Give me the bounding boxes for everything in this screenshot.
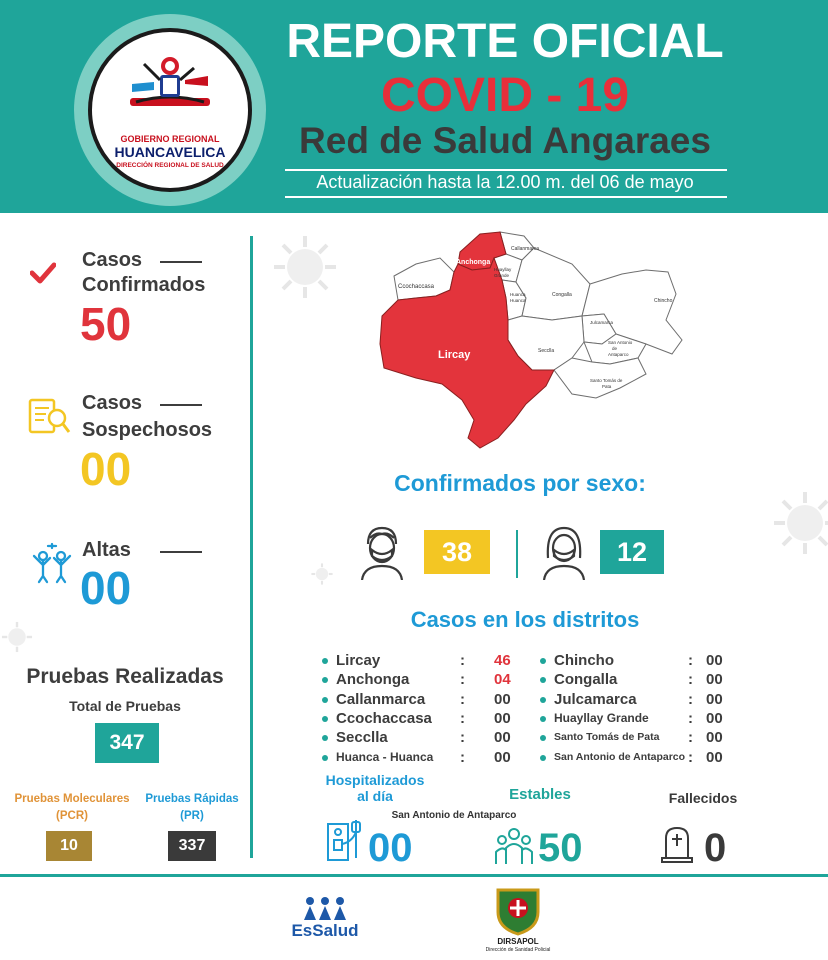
hospitalized-label-sub: al día — [357, 788, 393, 804]
virus-icon — [770, 488, 828, 558]
network-title: Red de Salud Angaraes — [299, 120, 711, 161]
hospitalized-count: 00 — [368, 826, 413, 870]
dirsapol-subtitle: Dirección de Sanidad Policial — [485, 947, 551, 953]
confirmed-count: 50 — [80, 298, 132, 350]
district-name: San Antonio de Antaparco — [554, 750, 686, 763]
map-label-anchonga: Anchonga — [456, 259, 491, 266]
essalud-logo-icon — [302, 896, 348, 920]
update-text: Actualización hasta la 12.00 m. del 06 de mayo — [316, 172, 694, 192]
confirmed-label-1: Casos — [82, 249, 143, 271]
district-row — [322, 670, 534, 689]
separator-colon: : — [460, 709, 465, 727]
dancer-logo-icon — [130, 54, 210, 124]
district-name: Huanca - Huanca — [336, 749, 434, 764]
bullet-dot — [322, 697, 328, 703]
district-value: 00 — [706, 748, 723, 766]
bullet-dot — [540, 697, 546, 703]
covid-title: COVID - 19 — [380, 69, 630, 122]
divider-dash — [160, 404, 202, 406]
district-value: 46 — [494, 652, 511, 669]
svg-text:de: de — [612, 346, 618, 351]
district-row — [322, 728, 534, 747]
stable-label: Estables — [509, 786, 571, 803]
suspected-label-1: Casos — [82, 392, 143, 414]
molecular-label-abbr: (PCR) — [56, 810, 88, 822]
separator-colon: : — [688, 709, 693, 727]
svg-text:Julcamarca: Julcamarca — [590, 320, 614, 325]
svg-text:Callanmarca: Callanmarca — [511, 246, 540, 252]
bullet-dot — [540, 735, 546, 741]
bullet-dot — [322, 716, 328, 722]
district-row — [540, 748, 746, 767]
discharged-count: 00 — [80, 562, 132, 614]
virus-icon — [270, 232, 340, 302]
district-row — [540, 670, 746, 689]
rapid-box: 337 — [168, 831, 216, 861]
rapid-label: Pruebas Rápidas — [145, 793, 239, 805]
bullet-dot — [322, 658, 328, 664]
district-value: 00 — [494, 748, 511, 766]
district-row — [322, 748, 534, 767]
people-celebrating-icon — [30, 542, 74, 586]
bullet-dot — [322, 677, 328, 683]
district-value: 00 — [706, 729, 723, 747]
gobierno-regional-logo — [74, 14, 266, 206]
header-rule-bottom — [285, 196, 727, 198]
dirsapol-shield-icon — [494, 886, 542, 936]
bullet-dot — [540, 677, 546, 683]
dirsapol-name: DIRSAPOL — [497, 937, 539, 946]
deceased-label: Fallecidos — [668, 790, 738, 806]
svg-text:Grande: Grande — [494, 273, 510, 278]
group-people-icon — [494, 826, 534, 866]
hospitalized-location: San Antonio de Antaparco — [391, 810, 517, 821]
district-row — [322, 709, 534, 728]
district-name: Anchonga — [336, 671, 410, 689]
confirmed-label-2: Confirmados — [82, 274, 206, 296]
district-value: 00 — [706, 690, 723, 708]
virus-icon — [0, 620, 34, 654]
female-count-box: 12 — [600, 530, 664, 574]
district-name: Santo Tomás de Pata — [554, 731, 660, 744]
svg-text:Ccochaccasa: Ccochaccasa — [398, 284, 435, 290]
suspected-label-2: Sospechosos — [82, 419, 213, 441]
district-row — [322, 651, 534, 670]
district-value: 00 — [706, 652, 723, 669]
divider-dash — [160, 551, 202, 553]
tests-total-box: 347 — [95, 723, 159, 763]
district-row — [540, 709, 746, 728]
map-label-lircay: Lircay — [438, 349, 471, 361]
tests-total-label: Total de Pruebas — [69, 698, 181, 714]
district-value: 04 — [494, 671, 511, 689]
checkmark-icon — [30, 262, 56, 284]
rapid-label-abbr: (PR) — [180, 810, 204, 822]
district-row — [322, 690, 534, 709]
essalud-name: EsSalud — [291, 921, 359, 940]
logo-line1: GOBIERNO REGIONAL — [120, 134, 220, 144]
separator-colon: : — [688, 729, 693, 747]
districts-title: Casos en los distritos — [410, 607, 640, 632]
male-person-icon — [358, 524, 406, 580]
district-row — [540, 690, 746, 709]
footer-rule — [0, 874, 828, 877]
svg-text:Pata: Pata — [602, 384, 612, 389]
document-search-icon — [26, 396, 72, 438]
district-name: Huayllay Grande — [554, 710, 649, 725]
hospitalized-label: Hospitalizados — [325, 772, 425, 788]
svg-text:Secclla: Secclla — [538, 348, 555, 354]
separator-colon: : — [460, 729, 465, 747]
bullet-dot — [322, 755, 328, 761]
district-name: Secclla — [336, 729, 388, 747]
district-value: 00 — [494, 709, 511, 727]
svg-text:San Antonio: San Antonio — [608, 340, 633, 345]
map-congalla — [516, 248, 590, 320]
stable-count: 50 — [538, 826, 583, 870]
separator-colon: : — [460, 690, 465, 708]
separator-colon: : — [688, 671, 693, 689]
column-divider — [250, 236, 253, 858]
bullet-dot — [540, 658, 546, 664]
female-person-icon — [540, 524, 588, 580]
sex-divider — [516, 530, 518, 578]
bullet-dot — [322, 735, 328, 741]
bullet-dot — [540, 755, 546, 761]
sex-title: Confirmados por sexo: — [394, 470, 646, 496]
district-name: Julcamarca — [554, 690, 637, 708]
tombstone-icon — [660, 826, 694, 864]
svg-text:Huayllay: Huayllay — [494, 267, 512, 272]
svg-text:Chincho: Chincho — [654, 298, 673, 304]
district-value: 00 — [494, 729, 511, 747]
district-row — [540, 728, 746, 747]
svg-text:Huanca: Huanca — [510, 298, 526, 303]
district-name: Lircay — [336, 652, 381, 669]
hospital-bed-icon — [326, 816, 364, 862]
logo-line2: HUANCAVELICA — [114, 144, 226, 160]
district-value: 00 — [706, 709, 723, 727]
virus-icon — [310, 562, 334, 586]
district-row — [540, 651, 746, 670]
district-name: Ccochaccasa — [336, 709, 432, 727]
male-count-box: 38 — [424, 530, 490, 574]
district-name: Callanmarca — [336, 690, 426, 708]
separator-colon: : — [460, 748, 465, 766]
separator-colon: : — [688, 690, 693, 708]
report-title: REPORTE OFICIAL — [286, 15, 724, 68]
molecular-label: Pruebas Moleculares — [14, 793, 130, 805]
district-map — [376, 224, 696, 460]
district-value: 00 — [706, 671, 723, 689]
header-rule-top — [285, 169, 727, 171]
separator-colon: : — [688, 748, 693, 766]
svg-text:Santo Tomás de: Santo Tomás de — [590, 378, 623, 383]
divider-dash — [160, 261, 202, 263]
svg-text:Antaparco: Antaparco — [608, 352, 629, 357]
header-banner — [0, 0, 828, 213]
district-value: 00 — [494, 690, 511, 708]
svg-text:Congalla: Congalla — [552, 292, 572, 298]
suspected-count: 00 — [80, 443, 132, 495]
separator-colon: : — [688, 652, 693, 669]
district-name: Congalla — [554, 671, 618, 689]
deceased-count: 0 — [704, 826, 727, 870]
district-name: Chincho — [554, 652, 614, 669]
logo-line3: DIRECCIÓN REGIONAL DE SALUD — [116, 162, 224, 169]
tests-title: Pruebas Realizadas — [26, 665, 224, 688]
molecular-box: 10 — [46, 831, 92, 861]
bullet-dot — [540, 716, 546, 722]
discharged-label: Altas — [82, 539, 131, 561]
separator-colon: : — [460, 671, 465, 689]
separator-colon: : — [460, 652, 465, 669]
svg-text:Huanca: Huanca — [510, 292, 526, 297]
